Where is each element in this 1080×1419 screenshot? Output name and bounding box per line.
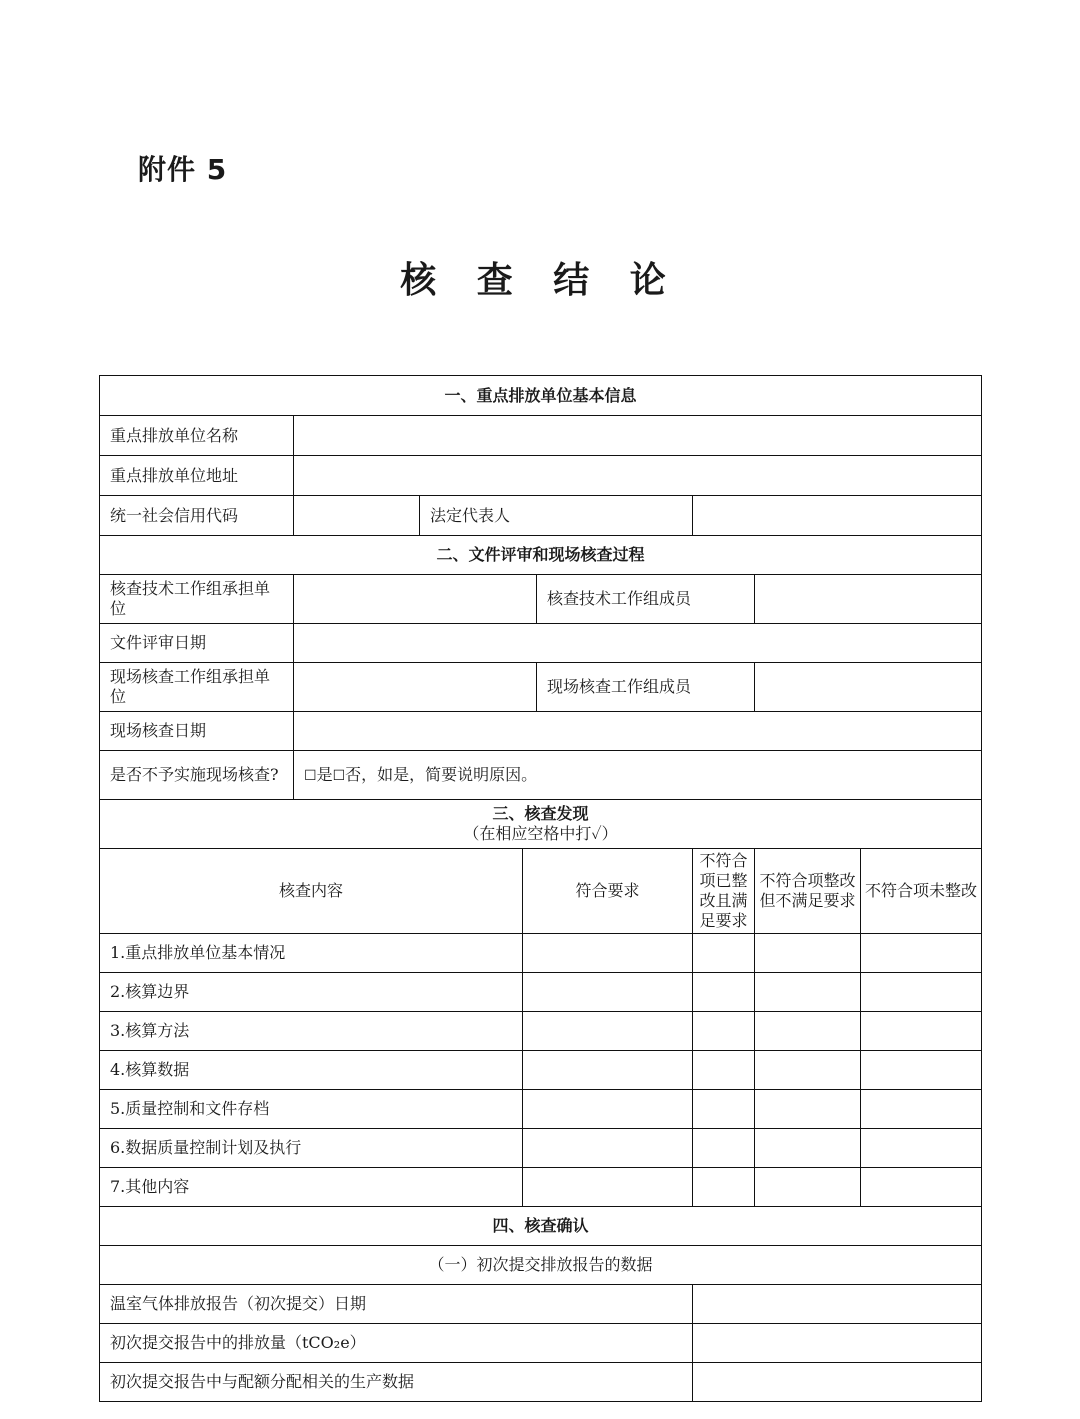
section1-heading: 一、重点排放单位基本信息 bbox=[100, 376, 982, 416]
section3-subtitle: （在相应空格中打✓） bbox=[463, 824, 618, 843]
unit-name-label: 重点排放单位名称 bbox=[100, 416, 294, 456]
site-date-label: 现场核查日期 bbox=[100, 712, 294, 751]
finding-cell[interactable] bbox=[523, 1051, 693, 1090]
site-group-members-field[interactable] bbox=[755, 663, 982, 712]
finding-cell[interactable] bbox=[755, 1051, 861, 1090]
finding-cell[interactable] bbox=[693, 1051, 755, 1090]
finding-cell[interactable] bbox=[861, 1090, 982, 1129]
finding-row-label: 6.数据质量控制计划及执行 bbox=[100, 1129, 523, 1168]
finding-cell[interactable] bbox=[755, 973, 861, 1012]
finding-cell[interactable] bbox=[861, 1051, 982, 1090]
credit-code-field[interactable] bbox=[294, 496, 420, 536]
production-data-field[interactable] bbox=[693, 1363, 982, 1402]
finding-row-label: 5.质量控制和文件存档 bbox=[100, 1090, 523, 1129]
finding-row-label: 4.核算数据 bbox=[100, 1051, 523, 1090]
report-date-field[interactable] bbox=[693, 1285, 982, 1324]
finding-cell[interactable] bbox=[693, 1129, 755, 1168]
col-header-not-fixed: 不符合项未整改 bbox=[861, 849, 982, 934]
finding-cell[interactable] bbox=[523, 1168, 693, 1207]
tech-group-members-field[interactable] bbox=[755, 575, 982, 624]
finding-cell[interactable] bbox=[523, 934, 693, 973]
section3-title: 三、核查发现 bbox=[492, 804, 589, 823]
finding-cell[interactable] bbox=[755, 934, 861, 973]
finding-row-label: 3.核算方法 bbox=[100, 1012, 523, 1051]
finding-cell[interactable] bbox=[693, 1012, 755, 1051]
doc-review-date-label: 文件评审日期 bbox=[100, 624, 294, 663]
site-date-field[interactable] bbox=[294, 712, 982, 751]
finding-cell[interactable] bbox=[861, 973, 982, 1012]
finding-cell[interactable] bbox=[523, 1090, 693, 1129]
yes-checkbox[interactable]: ☐ bbox=[304, 767, 317, 784]
production-data-label: 初次提交报告中与配额分配相关的生产数据 bbox=[100, 1363, 693, 1402]
site-group-unit-label: 现场核查工作组承担单位 bbox=[100, 663, 294, 712]
no-checkbox[interactable]: ☐ bbox=[332, 767, 346, 784]
tech-group-unit-field[interactable] bbox=[294, 575, 537, 624]
finding-cell[interactable] bbox=[693, 1168, 755, 1207]
finding-cell[interactable] bbox=[693, 1090, 755, 1129]
report-date-label: 温室气体排放报告（初次提交）日期 bbox=[100, 1285, 693, 1324]
section2-heading: 二、文件评审和现场核查过程 bbox=[100, 536, 982, 575]
finding-cell[interactable] bbox=[755, 1090, 861, 1129]
no-site-options bbox=[294, 751, 982, 800]
finding-cell[interactable] bbox=[861, 1012, 982, 1051]
unit-address-label: 重点排放单位地址 bbox=[100, 456, 294, 496]
no-site-label: 是否不予实施现场核查? bbox=[100, 751, 294, 800]
tech-group-unit-label: 核查技术工作组承担单位 bbox=[100, 575, 294, 624]
finding-cell[interactable] bbox=[755, 1129, 861, 1168]
yes-option-label: 是 bbox=[316, 764, 333, 784]
emissions-label: 初次提交报告中的排放量（tCO₂e） bbox=[100, 1324, 693, 1363]
section4-sub1-heading: （一）初次提交排放报告的数据 bbox=[100, 1246, 982, 1285]
site-group-unit-field[interactable] bbox=[294, 663, 537, 712]
verification-form bbox=[99, 375, 982, 1402]
page-title: 核 查 结 论 bbox=[400, 259, 680, 301]
section4-heading: 四、核查确认 bbox=[100, 1207, 982, 1246]
col-header-compliant: 符合要求 bbox=[523, 849, 693, 934]
attachment-label: 附件 5 bbox=[138, 153, 228, 186]
finding-row-label: 7.其他内容 bbox=[100, 1168, 523, 1207]
finding-cell[interactable] bbox=[861, 1168, 982, 1207]
finding-cell[interactable] bbox=[523, 1129, 693, 1168]
doc-review-date-field[interactable] bbox=[294, 624, 982, 663]
finding-cell[interactable] bbox=[755, 1012, 861, 1051]
tech-group-members-label: 核查技术工作组成员 bbox=[537, 575, 755, 624]
no-option-label: 否，如是，简要说明原因。 bbox=[345, 764, 538, 784]
credit-code-label: 统一社会信用代码 bbox=[100, 496, 294, 536]
col-header-content: 核查内容 bbox=[100, 849, 523, 934]
emissions-field[interactable] bbox=[693, 1324, 982, 1363]
col-header-fixed-ok: 不符合项已整改且满足要求 bbox=[693, 849, 755, 934]
legal-rep-field[interactable] bbox=[693, 496, 982, 536]
legal-rep-label: 法定代表人 bbox=[420, 496, 693, 536]
finding-cell[interactable] bbox=[861, 934, 982, 973]
finding-cell[interactable] bbox=[755, 1168, 861, 1207]
finding-cell[interactable] bbox=[861, 1129, 982, 1168]
unit-name-field[interactable] bbox=[294, 416, 982, 456]
finding-cell[interactable] bbox=[523, 1012, 693, 1051]
unit-address-field[interactable] bbox=[294, 456, 982, 496]
finding-cell[interactable] bbox=[693, 973, 755, 1012]
finding-cell[interactable] bbox=[693, 934, 755, 973]
site-group-members-label: 现场核查工作组成员 bbox=[537, 663, 755, 712]
section3-heading bbox=[100, 800, 982, 849]
finding-row-label: 2.核算边界 bbox=[100, 973, 523, 1012]
finding-cell[interactable] bbox=[523, 973, 693, 1012]
col-header-fixed-not-ok: 不符合项整改但不满足要求 bbox=[755, 849, 861, 934]
finding-row-label: 1.重点排放单位基本情况 bbox=[100, 934, 523, 973]
